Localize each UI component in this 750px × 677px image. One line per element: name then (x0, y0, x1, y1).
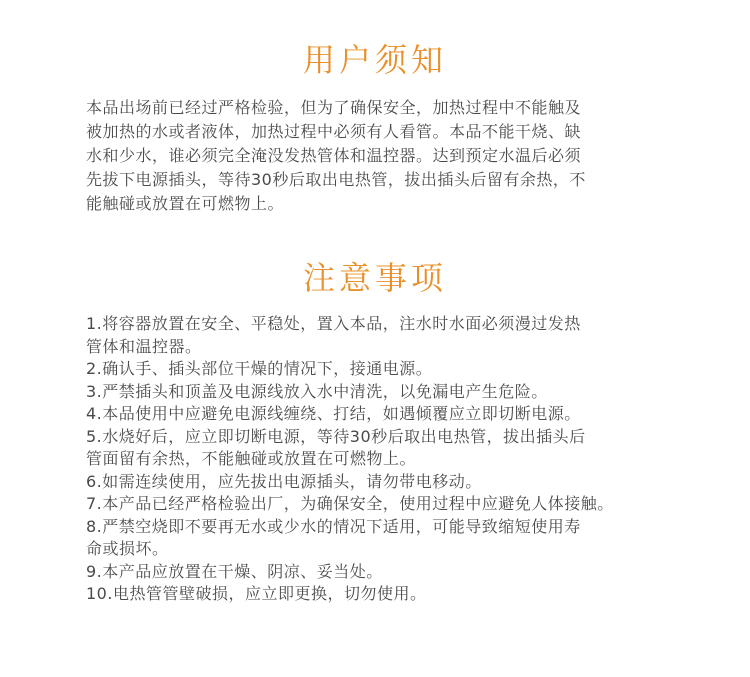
precaution-line: 10.电热管管壁破损，应立即更换，切勿使用。 (86, 584, 427, 603)
precaution-line: 管体和温控器。 (86, 336, 202, 356)
precaution-line: 4.本品使用中应避免电源线缠绕、打结，如遇倾覆应立即切断电源。 (86, 404, 581, 423)
precaution-line: 2.确认手、插头部位干燥的情况下，接通电源。 (86, 359, 433, 378)
notice-line: 先拔下电源插头，等待30秒后取出电热管，拔出插头后留有余热，不 (86, 170, 586, 189)
notice-line: 被加热的水或者液体，加热过程中必须有人看管。本品不能干烧、缺 (86, 122, 582, 141)
precaution-line: 管面留有余热，不能触碰或放置在可燃物上。 (86, 449, 417, 468)
notice-paragraph (86, 96, 666, 216)
notice-line: 本品出场前已经过严格检验，但为了确保安全，加热过程中不能触及 (86, 98, 582, 117)
notice-title: 用户须知 (302, 41, 447, 79)
notice-line: 能触碰或放置在可燃物上。 (86, 194, 285, 213)
precaution-line: 命或损坏。 (86, 539, 169, 558)
precaution-line: 1.将容器放置在安全、平稳处，置入本品，注水时水面必须漫过发热 (86, 314, 581, 333)
precaution-line: 9.本产品应放置在干燥、阴凉、妥当处。 (86, 561, 383, 581)
precaution-line: 3.严禁插头和顶盖及电源线放入水中清洗，以免漏电产生危险。 (86, 381, 548, 401)
precaution-line: 5.水烧好后，应立即切断电源，等待30秒后取出电热管，拔出插头后 (86, 426, 586, 446)
precautions-list (86, 313, 706, 606)
precaution-line: 8.严禁空烧即不要再无水或少水的情况下适用，可能导致缩短使用寿 (86, 516, 581, 536)
precaution-line: 6.如需连续使用，应先拔出电源插头，请勿带电移动。 (86, 471, 482, 491)
notice-line: 水和少水，谁必须完全淹没发热管体和温控器。达到预定水温后必须 (86, 146, 582, 165)
precautions-title: 注意事项 (302, 259, 447, 297)
precaution-line: 7.本产品已经严格检验出厂，为确保安全，使用过程中应避免人体接触。 (86, 494, 614, 513)
